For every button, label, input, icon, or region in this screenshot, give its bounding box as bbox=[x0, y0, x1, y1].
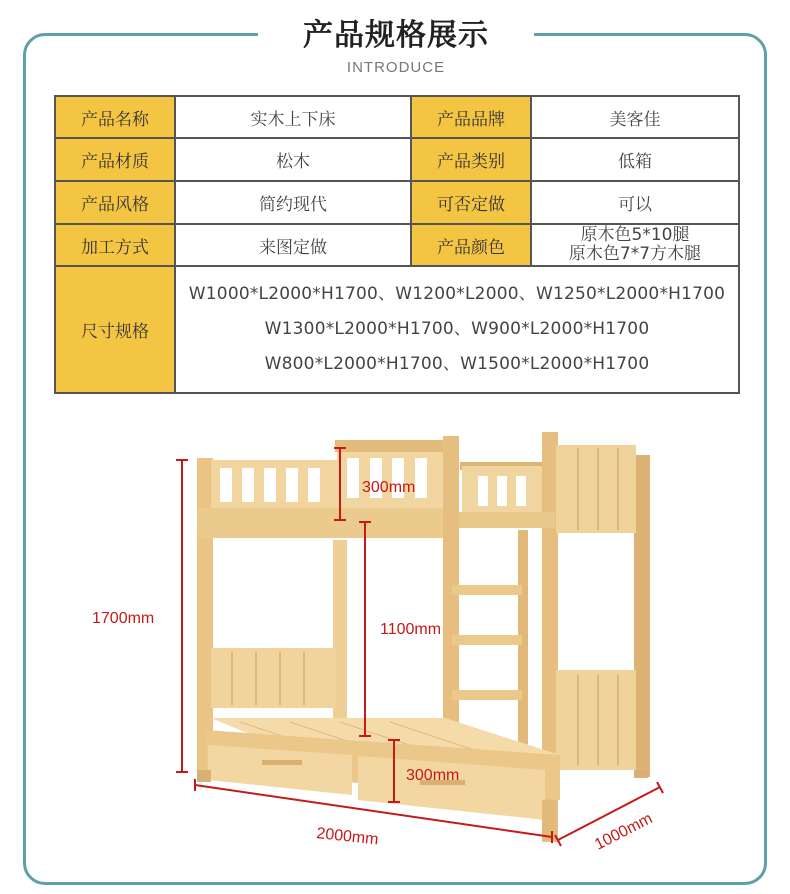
customizable-label: 可否定做 bbox=[411, 181, 531, 224]
length-label: 2000mm bbox=[315, 825, 380, 849]
product-type-label: 产品类别 bbox=[411, 138, 531, 181]
product-name-label: 产品名称 bbox=[55, 96, 175, 138]
product-material-value: 松木 bbox=[175, 138, 411, 181]
drawer-height-label: 300mm bbox=[406, 767, 460, 784]
table-row bbox=[55, 224, 739, 266]
product-name-value: 实木上下床 bbox=[175, 96, 411, 138]
product-type-value: 低箱 bbox=[531, 138, 739, 181]
product-color-value bbox=[531, 224, 739, 266]
color-value-line-2: 原木色7*7方木腿 bbox=[568, 244, 702, 264]
spec-table bbox=[54, 95, 740, 394]
table-row bbox=[55, 181, 739, 224]
size-value bbox=[175, 266, 739, 393]
table-row bbox=[55, 96, 739, 138]
bunk-gap-label: 1100mm bbox=[380, 621, 442, 638]
table-row bbox=[55, 266, 739, 393]
size-line-3: W800*L2000*H1700、W1500*L2000*H1700 bbox=[264, 354, 650, 374]
process-value: 来图定做 bbox=[175, 224, 411, 266]
page-title: 产品规格展示 bbox=[303, 18, 489, 53]
table-row bbox=[55, 138, 739, 181]
customizable-value: 可以 bbox=[531, 181, 739, 224]
bed-illustration-area bbox=[0, 400, 790, 880]
product-color-label: 产品颜色 bbox=[411, 224, 531, 266]
process-label: 加工方式 bbox=[55, 224, 175, 266]
color-value-line-1: 原木色5*10腿 bbox=[580, 225, 690, 245]
width-label: 1000mm bbox=[592, 810, 656, 854]
size-label: 尺寸规格 bbox=[55, 266, 175, 393]
product-brand-value: 美客佳 bbox=[531, 96, 739, 138]
product-style-label: 产品风格 bbox=[55, 181, 175, 224]
page-subtitle: INTRODUCE bbox=[346, 59, 446, 76]
product-material-label: 产品材质 bbox=[55, 138, 175, 181]
bunk-bed-diagram bbox=[0, 400, 790, 880]
product-brand-label: 产品品牌 bbox=[411, 96, 531, 138]
height-total-label: 1700mm bbox=[92, 610, 155, 627]
guard-height-label: 300mm bbox=[362, 479, 416, 496]
product-style-value: 简约现代 bbox=[175, 181, 411, 224]
size-line-2: W1300*L2000*H1700、W900*L2000*H1700 bbox=[264, 319, 650, 339]
size-line-1: W1000*L2000*H1700、W1200*L2000、W1250*L2000*H1700 bbox=[188, 284, 726, 304]
